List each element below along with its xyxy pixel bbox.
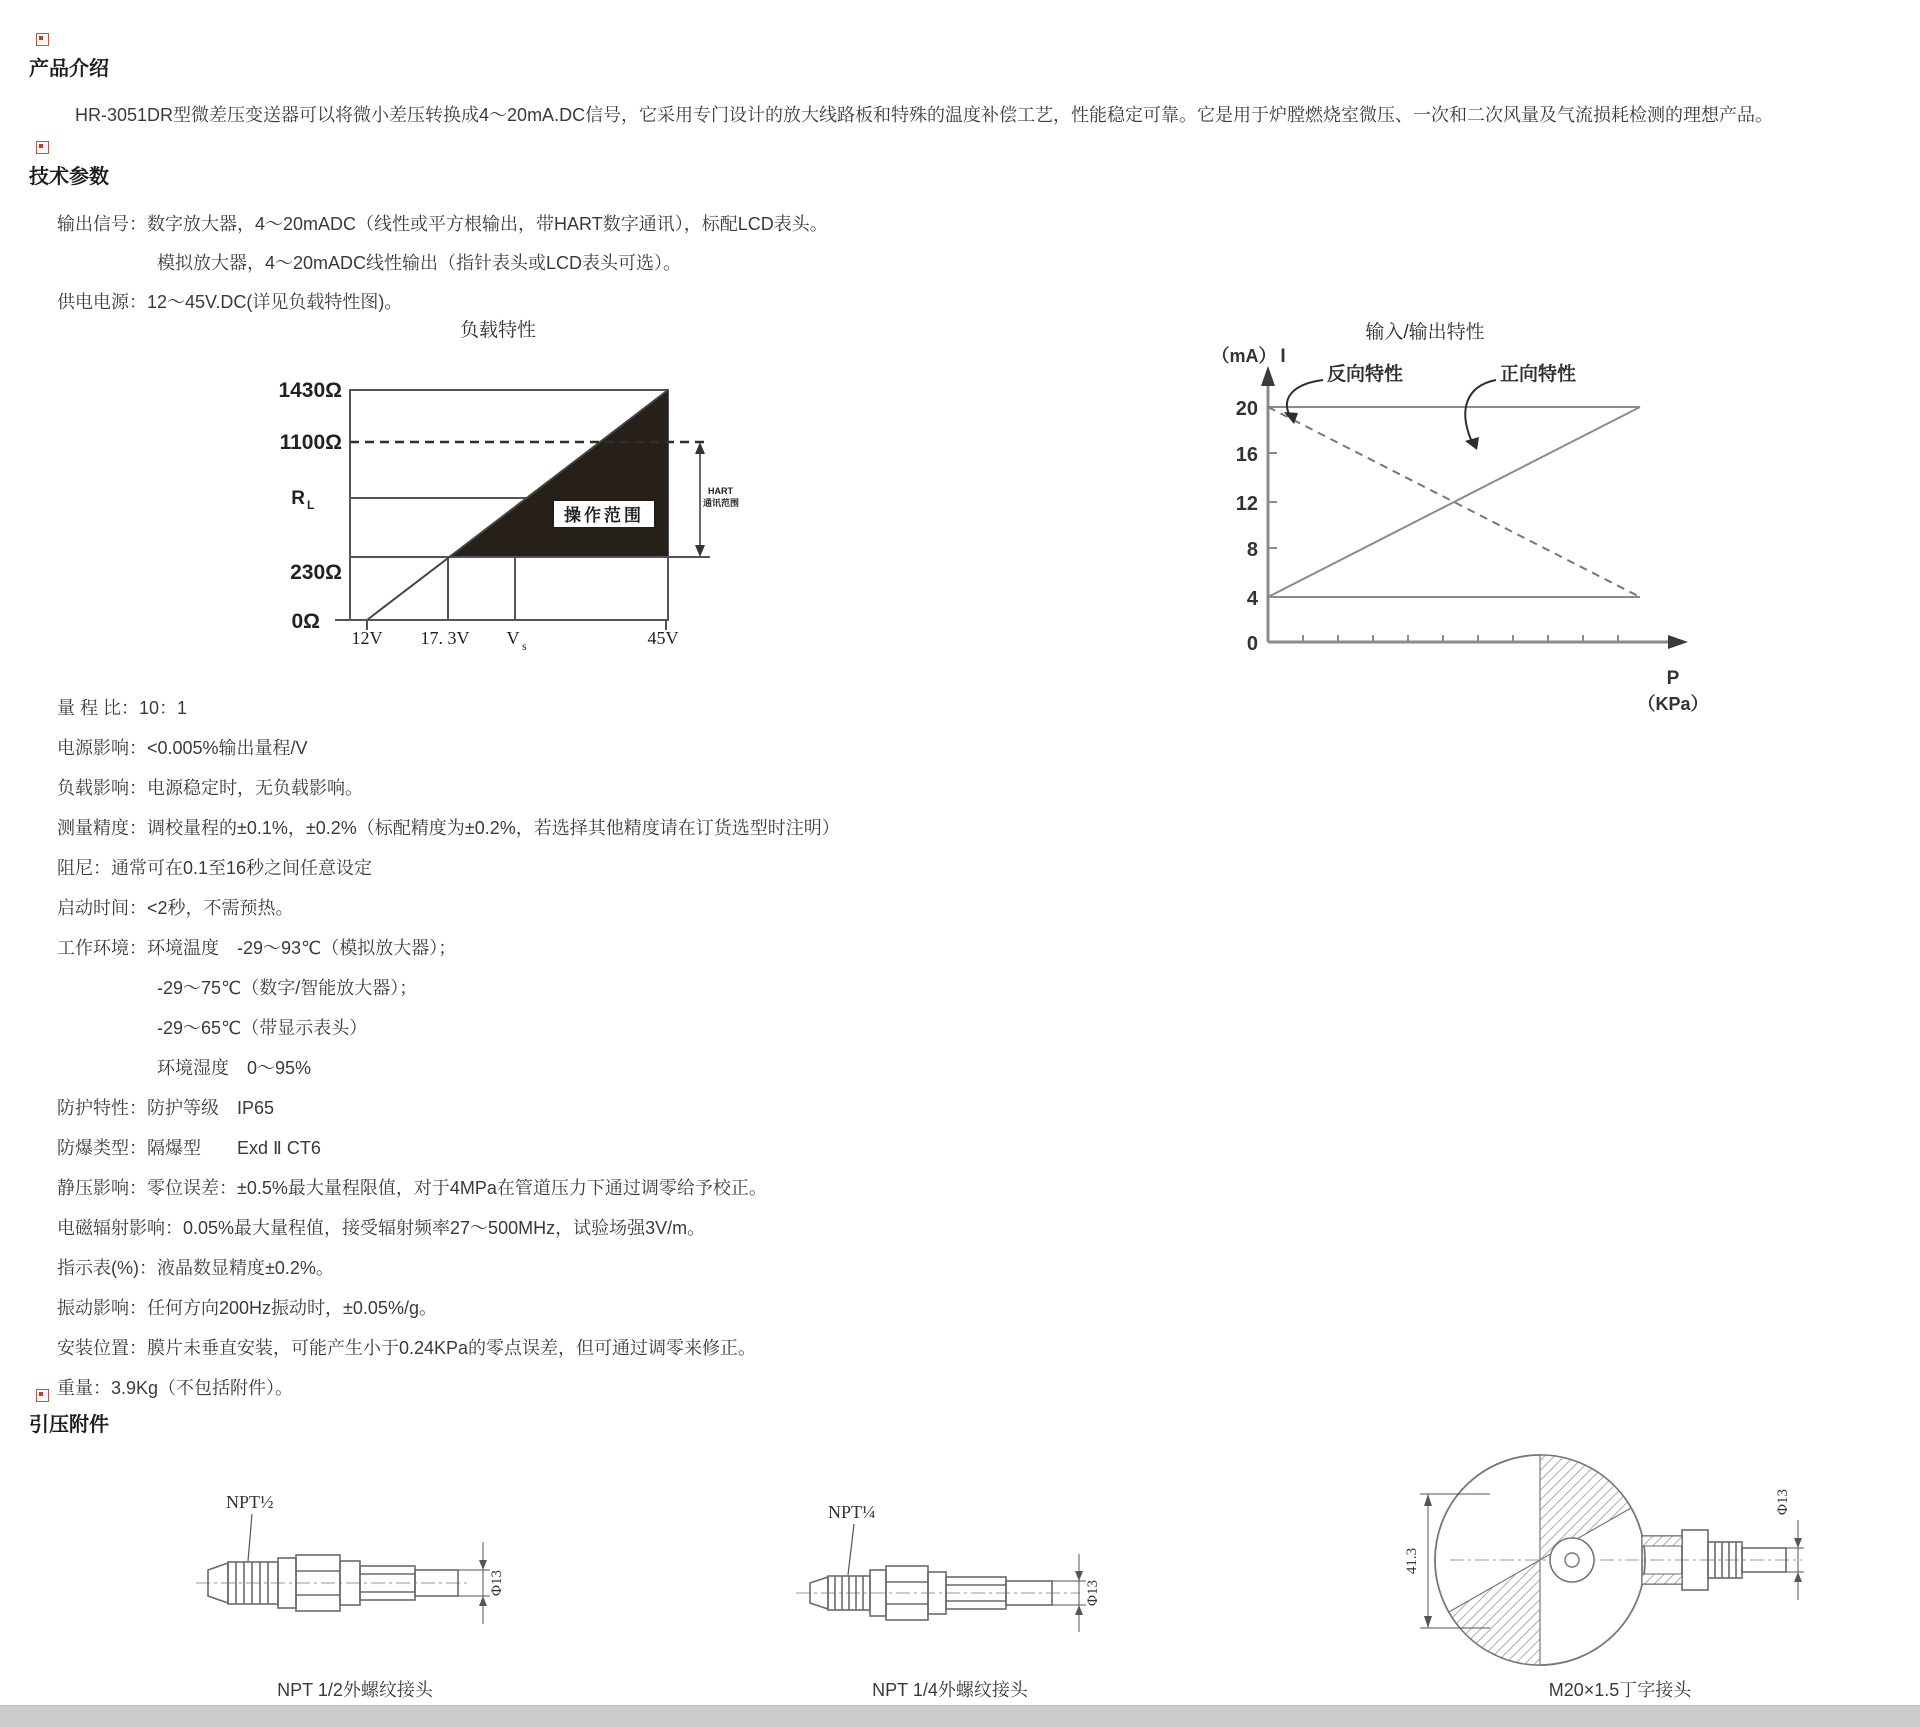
spec-line: 振动影响：任何方向200Hz振动时，±0.05%/g。 <box>57 1298 437 1318</box>
reverse-label: 反向特性 <box>1327 364 1404 385</box>
ytick-16: 16 <box>1235 444 1258 466</box>
spec-line: 测量精度：调校量程的±0.1%，±0.2%（标配精度为±0.2%，若选择其他精度请在订货选型时注明） <box>57 818 840 838</box>
fitting-caption: M20×1.5丁字接头 <box>1548 1680 1692 1700</box>
y-label-1100: 1100Ω <box>279 431 342 454</box>
ytick-8: 8 <box>1246 539 1258 561</box>
section-heading-fittings: 引压附件 <box>29 1414 109 1436</box>
spec-line: 工作环境：环境温度 -29～93℃（模拟放大器）； <box>57 938 457 958</box>
hart-arrow-up <box>695 442 705 454</box>
x-label-vs-sub: s <box>522 639 527 653</box>
io-characteristic-chart <box>1140 296 1760 720</box>
fitting-label: NPT½ <box>226 1492 274 1512</box>
dim-arrow <box>1794 1572 1802 1582</box>
hatched-detail <box>1642 1536 1682 1546</box>
dim-arrow <box>479 1560 487 1570</box>
x-label-45v: 45V <box>647 628 679 648</box>
operating-label: 操作范围 <box>564 506 644 525</box>
intro-paragraph: HR-3051DR型微差压变送器可以将微小差压转换成4～20mA.DC信号，它采用专门设计的放大线路板和特殊的温度补偿工艺，性能稳定可靠。它是用于炉膛燃烧室微压、一次和二次风量及气流损耗检测的理想产品。 <box>75 105 1774 125</box>
fitting-caption: NPT 1/2外螺纹接头 <box>277 1680 433 1700</box>
tech-line: 输出信号：数字放大器，4～20mADC（线性或平方根输出，带HART数字通讯），标配LCD表头。 <box>57 214 828 234</box>
ytick-20: 20 <box>1235 398 1258 420</box>
spec-line: 启动时间：<2秒，不需预热。 <box>57 898 294 918</box>
tech-line: 模拟放大器，4～20mADC线性输出（指针表头或LCD表头可选）。 <box>157 253 682 273</box>
leader-line <box>248 1514 252 1561</box>
spec-line: -29～65℃（带显示表头） <box>157 1018 368 1038</box>
fitting-drawing-m20 <box>1390 1432 1810 1692</box>
x-label-17v: 17. 3V <box>420 628 470 648</box>
x-label-vs: V <box>506 628 520 648</box>
dim-label-413: 41.3 <box>1404 1547 1420 1575</box>
section-heading-intro: 产品介绍 <box>29 58 109 80</box>
dim-label-phi13: Φ13 <box>1775 1489 1791 1515</box>
fitting-caption: NPT 1/4外螺纹接头 <box>872 1680 1028 1700</box>
spec-line: 电磁辐射影响：0.05%最大量程值，接受辐射频率27～500MHz，试验场强3V/m。 <box>57 1218 706 1238</box>
y-label-rl-sub: L <box>307 498 315 512</box>
forward-label: 正向特性 <box>1500 364 1577 385</box>
dim-arrow <box>1075 1605 1083 1615</box>
hatched-detail <box>1642 1574 1682 1584</box>
broken-image-icon <box>36 33 49 46</box>
ytick-0: 0 <box>1246 633 1258 655</box>
x-var: P <box>1666 668 1680 689</box>
dim-arrow <box>1424 1616 1432 1628</box>
spec-line: -29～75℃（数字/智能放大器）； <box>157 978 418 998</box>
y-label-230: 230Ω <box>290 561 342 584</box>
x-label-12v: 12V <box>351 628 383 648</box>
hart-label-2: 通讯范围 <box>703 498 740 508</box>
fitting-drawing-npt14 <box>790 1488 1130 1678</box>
y-label-rl: R <box>291 488 305 509</box>
horizontal-scrollbar[interactable] <box>0 1705 1920 1727</box>
y-label-0: 0Ω <box>291 610 320 633</box>
hatched-sector <box>1449 1560 1540 1665</box>
forward-arrowhead <box>1465 437 1479 450</box>
x-axis-arrow <box>1668 635 1688 649</box>
ytick-12: 12 <box>1235 493 1258 515</box>
spec-line: 防护特性：防护等级 IP65 <box>57 1098 275 1118</box>
spec-line: 电源影响：<0.005%输出量程/V <box>57 738 308 758</box>
spec-line: 指示表(%)：液晶数显精度±0.2%。 <box>57 1258 334 1278</box>
dim-arrow <box>1794 1538 1802 1548</box>
y-label-1430: 1430Ω <box>278 379 342 402</box>
fitting-label: NPT¼ <box>828 1502 876 1522</box>
forward-arrow <box>1465 380 1496 442</box>
spec-line: 防爆类型：隔爆型 Exd Ⅱ CT6 <box>57 1138 321 1158</box>
y-unit: （mA） <box>1211 346 1277 366</box>
y-axis-arrow <box>1261 366 1275 386</box>
x-unit: （KPa） <box>1637 694 1709 714</box>
spec-line: 负载影响：电源稳定时，无负载影响。 <box>57 778 363 798</box>
dim-arrow <box>1075 1571 1083 1581</box>
hart-label-1: HART <box>708 486 733 496</box>
y-var: I <box>1280 346 1286 367</box>
reverse-arrow <box>1287 380 1323 416</box>
spec-line: 重量：3.9Kg（不包括附件）。 <box>57 1378 294 1398</box>
spec-line: 静压影响：零位误差：±0.5%最大量程限值，对于4MPa在管道压力下通过调零给予校正。 <box>57 1178 767 1198</box>
section-heading-tech: 技术参数 <box>29 166 109 188</box>
chart-title: 负载特性 <box>459 320 537 341</box>
chart-title: 输入/输出特性 <box>1365 322 1485 343</box>
fitting-drawing-npt12 <box>190 1478 520 1668</box>
spec-line: 量 程 比：10：1 <box>57 698 188 718</box>
dim-label-phi13: Φ13 <box>1085 1580 1101 1606</box>
spec-line: 阻尼：通常可在0.1至16秒之间任意设定 <box>57 858 373 878</box>
broken-image-icon <box>36 141 49 154</box>
spec-line: 安装位置：膜片未垂直安装，可能产生小于0.24KPa的零点误差，但可通过调零来修正。 <box>57 1338 757 1358</box>
ytick-4: 4 <box>1246 588 1258 610</box>
broken-image-icon <box>36 1389 49 1402</box>
dim-label-phi13: Φ13 <box>489 1570 505 1596</box>
spec-line: 环境湿度 0～95% <box>157 1058 312 1078</box>
spec-lines <box>57 688 1757 1408</box>
dim-arrow <box>479 1596 487 1606</box>
tech-line: 供电电源：12～45V.DC(详见负载特性图)。 <box>57 292 403 312</box>
hart-arrow-down <box>695 545 705 557</box>
dim-arrow <box>1424 1494 1432 1506</box>
load-characteristic-chart <box>195 298 760 663</box>
port-circle <box>1550 1538 1594 1582</box>
leader-line <box>848 1524 854 1575</box>
